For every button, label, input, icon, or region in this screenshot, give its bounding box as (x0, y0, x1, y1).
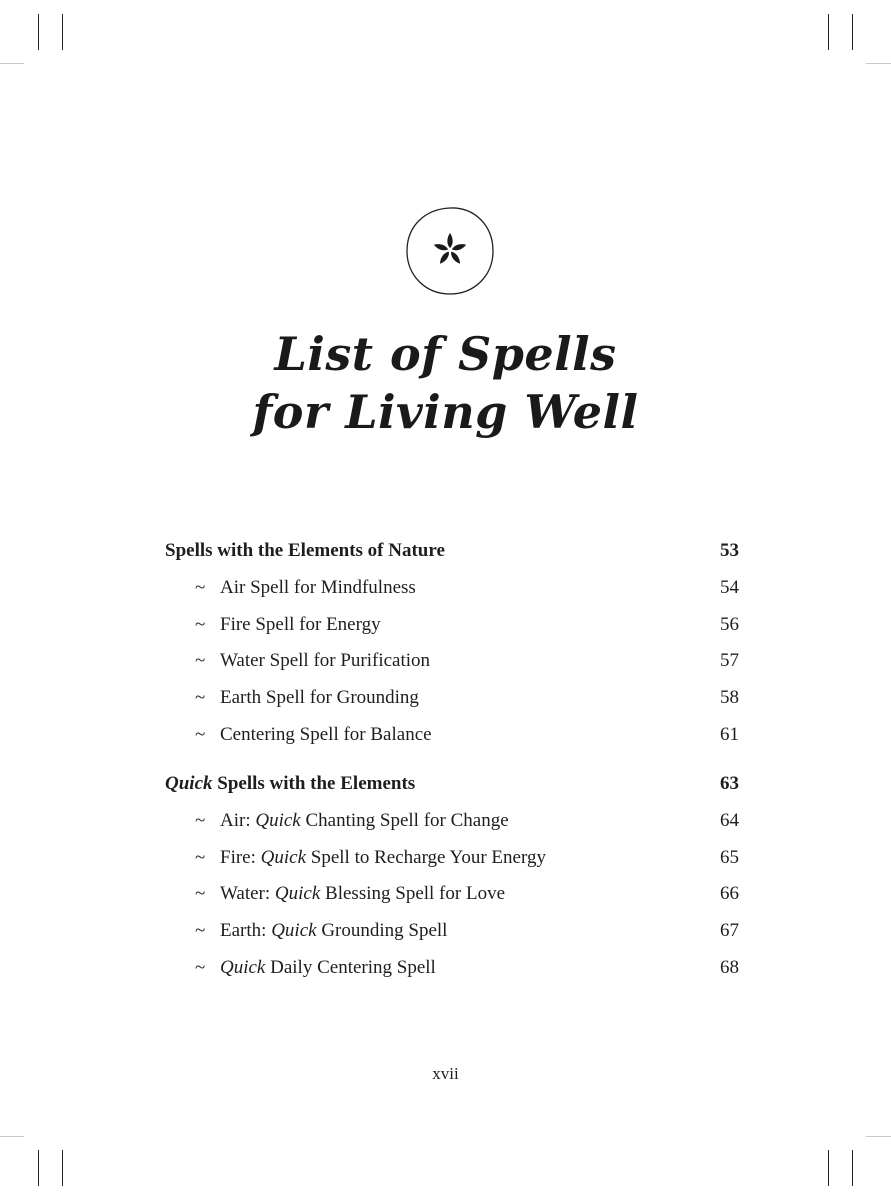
page-number: 61 (720, 724, 739, 745)
tilde-bullet: ~ (195, 724, 206, 745)
list-item-label: Air: Quick Chanting Spell for Change (220, 810, 509, 831)
list-item-label: Earth: Quick Grounding Spell (220, 920, 448, 941)
page-number: 67 (720, 920, 739, 941)
crop-mark (852, 1150, 853, 1186)
crop-mark (0, 1136, 24, 1137)
section-heading-label: Spells with the Elements of Nature (165, 540, 445, 561)
tilde-bullet: ~ (195, 847, 206, 868)
page-number: 63 (720, 773, 739, 794)
list-item (165, 612, 739, 638)
tilde-bullet: ~ (195, 810, 206, 831)
list-item-label: Quick Daily Centering Spell (220, 957, 436, 978)
list-item (165, 575, 739, 601)
list-item (165, 648, 739, 674)
list-item-label: Air Spell for Mindfulness (220, 577, 416, 598)
section-heading-label: Quick Spells with the Elements (165, 773, 416, 794)
crop-mark (38, 1150, 39, 1186)
crop-mark (852, 14, 853, 50)
page-number: 64 (720, 810, 739, 831)
list-item (165, 955, 739, 981)
list-item (165, 685, 739, 711)
page-number: 68 (720, 957, 739, 978)
crop-mark (828, 1150, 829, 1186)
list-item-label: Fire Spell for Energy (220, 614, 381, 635)
page-number: 53 (720, 540, 739, 561)
crop-mark (62, 14, 63, 50)
section-heading (165, 771, 739, 797)
crop-mark (38, 14, 39, 50)
tilde-bullet: ~ (195, 614, 206, 635)
list-item-label: Water: Quick Blessing Spell for Love (220, 883, 505, 904)
flower-emblem-icon (404, 205, 496, 297)
list-item (165, 845, 739, 871)
tilde-bullet: ~ (195, 883, 206, 904)
tilde-bullet: ~ (195, 920, 206, 941)
crop-mark (866, 1136, 891, 1137)
page-number: 65 (720, 847, 739, 868)
page-title-line-1: List of Spells (274, 327, 617, 381)
tilde-bullet: ~ (195, 957, 206, 978)
crop-mark (62, 1150, 63, 1186)
page-title-line-2: for Living Well (252, 385, 639, 439)
tilde-bullet: ~ (195, 577, 206, 598)
list-item (165, 918, 739, 944)
list-item-label: Water Spell for Purification (220, 650, 431, 671)
list-item-label: Earth Spell for Grounding (220, 687, 419, 708)
page-number: 54 (720, 577, 739, 598)
tilde-bullet: ~ (195, 650, 206, 671)
page-number: 58 (720, 687, 739, 708)
list-item (165, 881, 739, 907)
tilde-bullet: ~ (195, 687, 206, 708)
list-item-label: Fire: Quick Spell to Recharge Your Energy (220, 847, 546, 868)
crop-mark (866, 63, 891, 64)
folio-page-number: xvii (432, 1064, 459, 1083)
list-item-label: Centering Spell for Balance (220, 724, 432, 745)
page-number: 57 (720, 650, 739, 671)
page-number: 56 (720, 614, 739, 635)
list-item (165, 808, 739, 834)
crop-mark (828, 14, 829, 50)
page-number: 66 (720, 883, 739, 904)
list-item (165, 722, 739, 748)
section-heading (165, 538, 739, 564)
crop-mark (0, 63, 24, 64)
